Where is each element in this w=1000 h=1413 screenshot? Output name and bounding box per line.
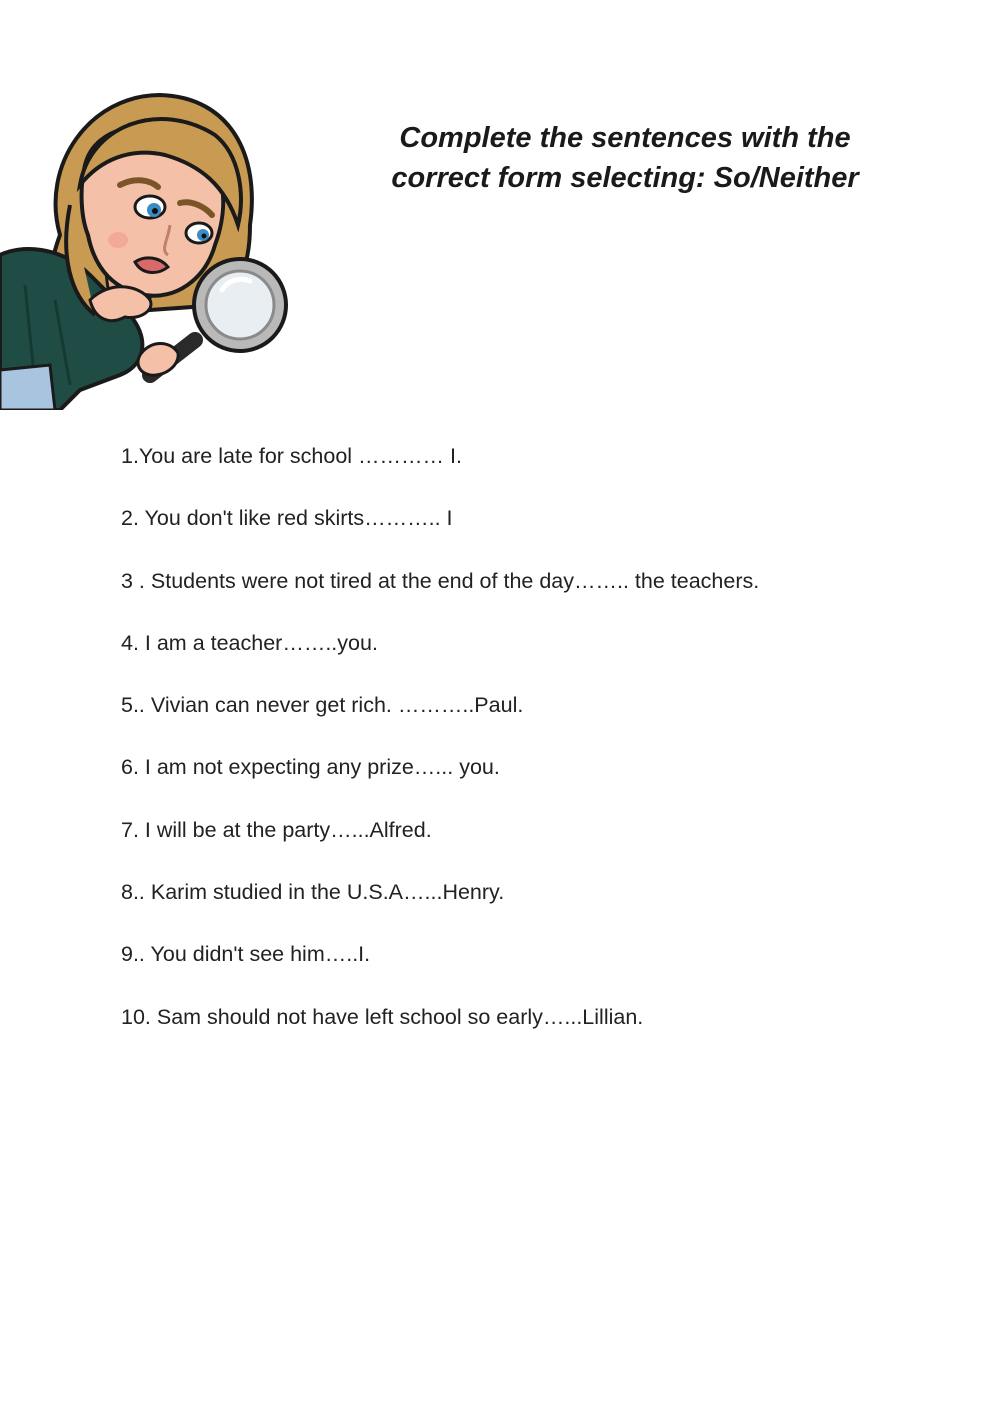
title-line-2: correct form selecting: So/Neither <box>391 162 859 194</box>
jeans <box>0 365 55 410</box>
exercise-item: 4. I am a teacher……..you. <box>121 630 378 655</box>
exercise-item: 6. I am not expecting any prize…... you. <box>121 755 500 780</box>
exercise-item: 7. I will be at the party…...Alfred. <box>121 817 432 842</box>
exercise-item: 9.. You didn't see him…..I. <box>121 942 371 967</box>
avatar-magnifying-glass-illustration <box>0 85 300 410</box>
hand <box>90 287 151 321</box>
exercise-item: 2. You don't like red skirts……….. I <box>121 506 453 531</box>
exercise-item: 10. Sam should not have left school so early…...Lillian. <box>121 1004 644 1029</box>
exercise-list <box>121 440 961 1063</box>
exercise-item: 3 . Students were not tired at the end of the day…….. the teachers. <box>121 568 760 593</box>
exercise-item: 1.You are late for school ………… I. <box>121 444 462 468</box>
exercise-item: 5.. Vivian can never get rich. ………..Paul. <box>121 693 524 718</box>
worksheet-title <box>340 118 910 198</box>
exercise-item: 8.. Karim studied in the U.S.A…...Henry. <box>121 880 505 905</box>
title-line-1: Complete the sentences with the <box>399 122 851 154</box>
